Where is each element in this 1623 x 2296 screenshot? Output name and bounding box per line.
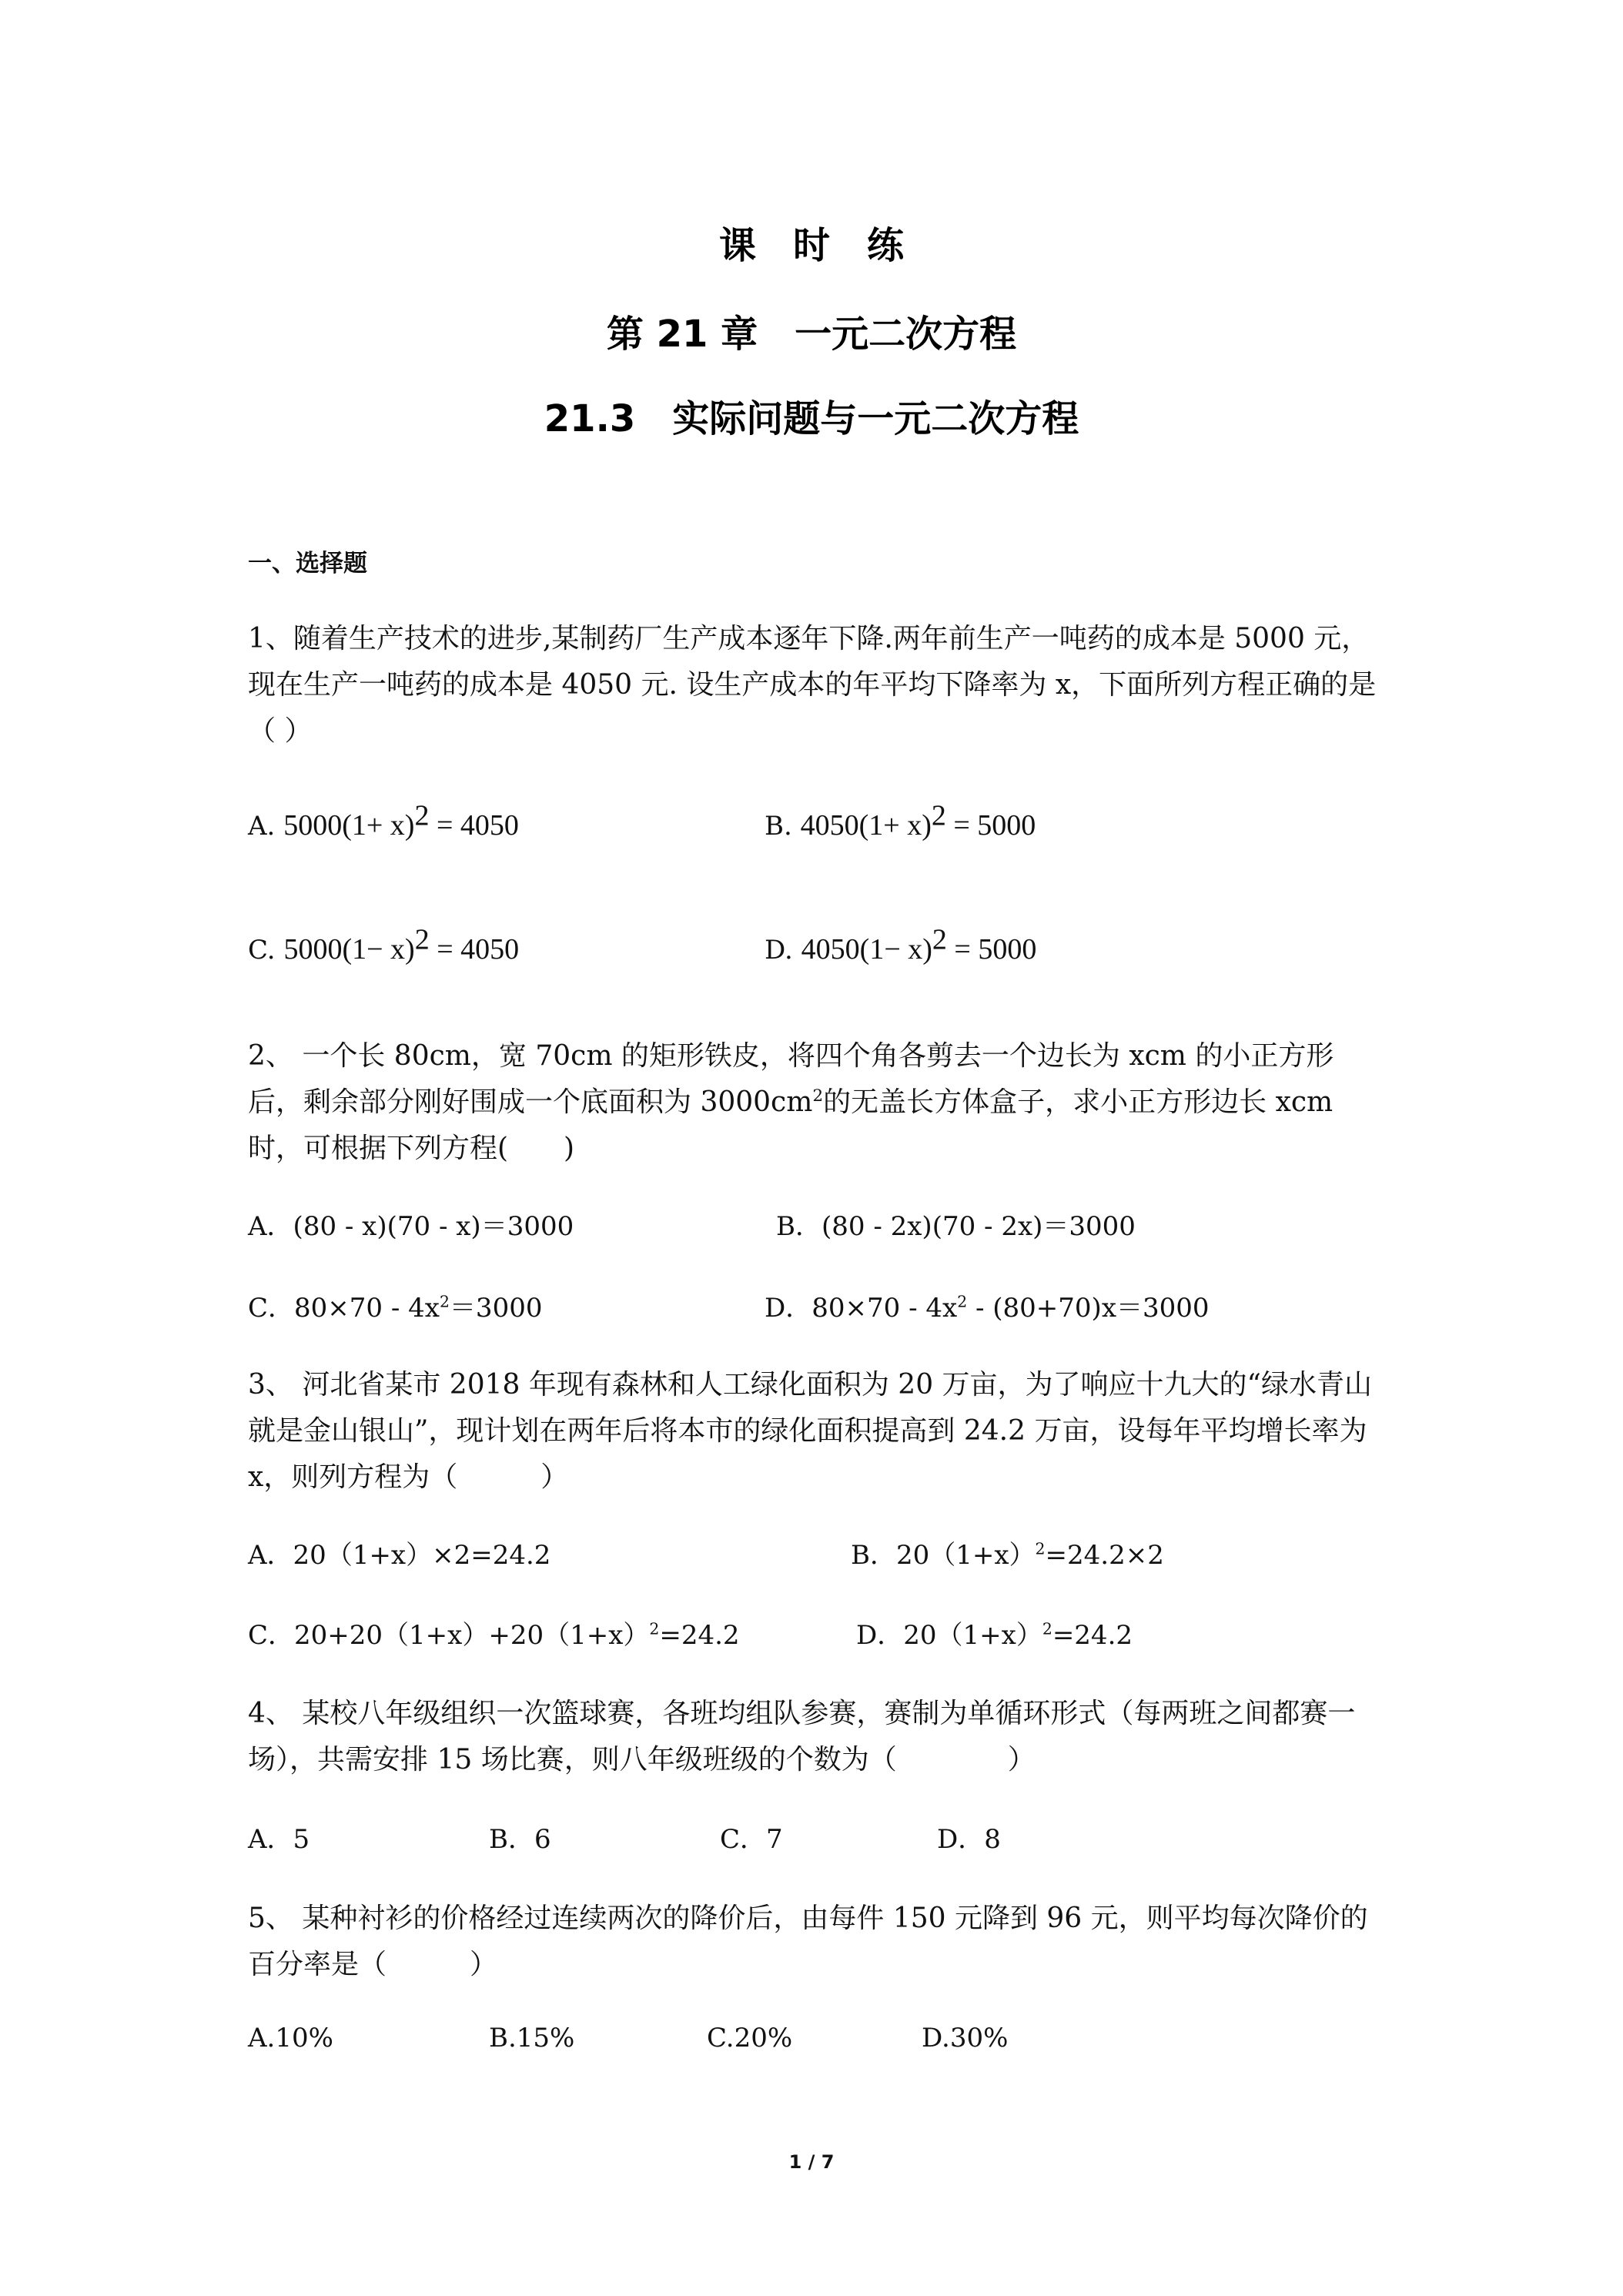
page-title: 课 时 练 xyxy=(718,224,904,267)
question-5-text: 5、 某种衬衫的价格经过连续两次的降价后，由每件 150 元降到 96 元，则平均每次降价的百分率是（ ） xyxy=(248,1903,1368,1980)
q2-option-c: C．$80\times 70 - 4x^2=3000$ xyxy=(248,1292,543,1324)
section-title: 21.3 实际问题与一元二次方程 xyxy=(544,397,1079,440)
q4-option-c: C．7 xyxy=(720,1824,783,1855)
section-label: 一、选择题 xyxy=(248,550,367,577)
q5-option-d: D.30% xyxy=(922,2023,1009,2053)
q5-option-b: B.15% xyxy=(489,2023,575,2053)
q2-option-d: D．$80\times 70 - 4x^2 - (80+70)x=3000$ xyxy=(765,1292,1210,1324)
question-2-text: 2、 一个长 80cm，宽 70cm 的矩形铁皮，将四个角各剪去一个边长为 xcm 的小正方形后，剩余部分刚好围成一个底面积为 $3000cm^2$的无盖长方体盒子，求小正方形边长 xcm 时，可根据下列方程( ) xyxy=(248,1040,1334,1164)
q3-option-c: C．$20+20(1+x)+20(1+x)^2=24.2$ xyxy=(248,1619,740,1651)
q4-option-a: A．5 xyxy=(248,1824,310,1855)
q3-option-b: B．$20(1+x)^2=24.2\times 2$ xyxy=(851,1539,1164,1571)
question-1-text: 1、随着生产技术的进步,某制药厂生产成本逐年下降.两年前生产一吨药的成本是 5000 元，现在生产一吨药的成本是 4050 元. 设生产成本的年平均下降率为 x，下面所列方程正确的是（ ） xyxy=(248,623,1377,747)
q2-option-b: B．(80 - 2x)(70 - 2x)＝3000 xyxy=(776,1211,1136,1242)
q4-option-b: B．6 xyxy=(489,1824,551,1855)
q5-option-c: C.20% xyxy=(707,2023,793,2053)
q4-option-d: D．8 xyxy=(937,1824,1001,1855)
q3-option-a: A．20（1+x）×2=24.2 xyxy=(248,1540,551,1571)
question-4-text: 4、 某校八年级组织一次篮球赛，各班均组队参赛，赛制为单循环形式（每两班之间都赛一场），共需安排 15 场比赛，则八年级班级的个数为（ ） xyxy=(248,1698,1356,1776)
q1-option-c: C. $5000(1- x)^2 = 4050$ xyxy=(248,923,520,966)
page-number: 1 / 7 xyxy=(788,2151,835,2173)
q5-option-a: A.10% xyxy=(248,2023,333,2053)
question-3-text: 3、 河北省某市 2018 年现有森林和人工绿化面积为 20 万亩，为了响应十九大的“绿水青山就是金山银山”，现计划在两年后将本市的绿化面积提高到 24.2 万亩，设每年平均增长率为 x，则列方程为（ ） xyxy=(248,1369,1372,1493)
q1-option-d: D. $4050(1- x)^2 = 5000$ xyxy=(765,923,1037,966)
q1-option-b: B. $4050(1+ x)^2 = 5000$ xyxy=(765,799,1036,842)
q1-option-a: A. $5000(1+ x)^2 = 4050$ xyxy=(248,799,519,842)
q3-option-d: D．$20(1+x)^2=24.2$ xyxy=(856,1619,1133,1651)
chapter-title: 第 21 章 一元二次方程 xyxy=(606,313,1017,356)
q2-option-a: A．(80 - x)(70 - x)＝3000 xyxy=(248,1211,574,1242)
